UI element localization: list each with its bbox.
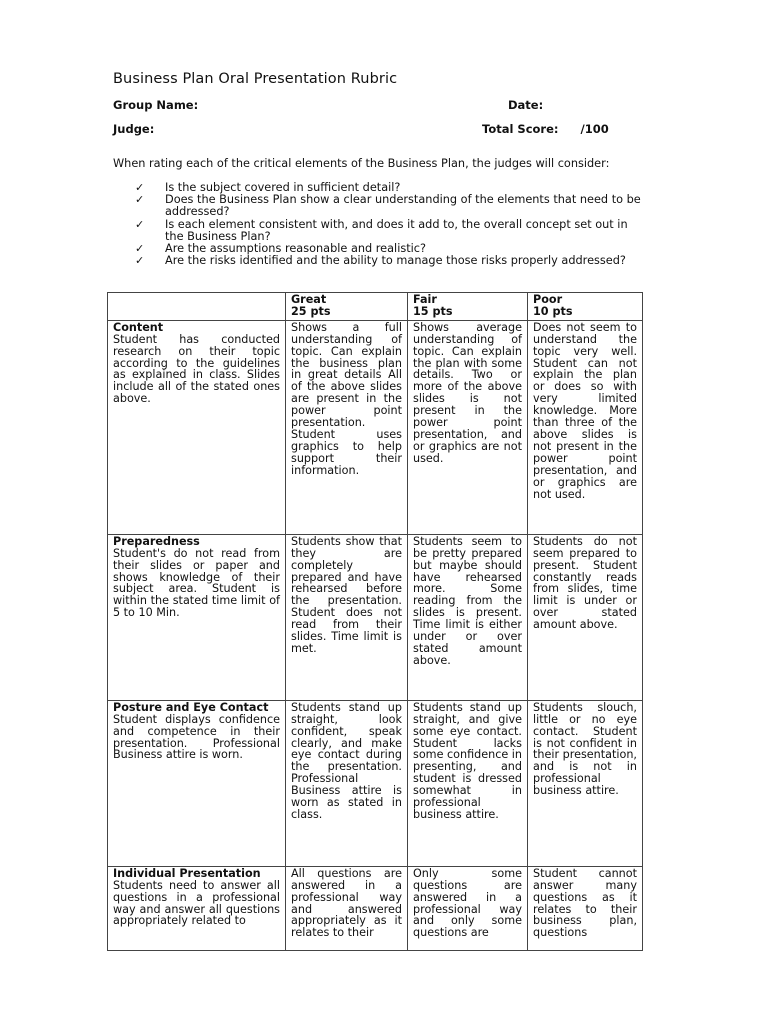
checkmark-icon: ✓ bbox=[135, 254, 145, 268]
rubric-table bbox=[107, 292, 643, 951]
criterion-description: Student displays confidence and competence in their presentation. Professional Business attire is worn. bbox=[113, 712, 280, 762]
fair-cell: Students stand up straight, and give some eye contact. Student lacks some confidence in presenting, and student is dressed somewhat in professional business attire. bbox=[408, 700, 528, 866]
poor-cell: Students slouch, little or no eye contact. Student is not confident in their presentation, and is not in professional business attire. bbox=[528, 700, 643, 866]
total-score bbox=[482, 122, 609, 136]
consideration-checklist bbox=[135, 182, 645, 267]
table-row bbox=[108, 320, 643, 534]
header-level-name: Poor bbox=[533, 293, 563, 306]
fair-cell: Students seem to be pretty prepared but maybe should have rehearsed more. Some reading from the slides is present. Time limit is either under or over stated amount above. bbox=[408, 534, 528, 700]
checklist-item-text: Does the Business Plan show a clear understanding of the elements that need to be addressed? bbox=[165, 193, 641, 219]
fair-cell: Only some questions are answered in a professional way and only some questions are bbox=[408, 866, 528, 950]
criterion-cell bbox=[108, 320, 286, 534]
header-cell-great bbox=[286, 293, 408, 321]
group-name-label: Group Name: bbox=[113, 98, 199, 112]
checklist-item-text: Is each element consistent with, and does it add to, the overall concept set out in the Business Plan? bbox=[165, 217, 628, 243]
header-level-name: Great bbox=[291, 293, 327, 306]
checklist-item bbox=[135, 194, 645, 218]
document-title: Business Plan Oral Presentation Rubric bbox=[113, 71, 398, 87]
great-cell: Students show that they are completely prepared and have rehearsed before the presentation. Student does not read from their slides. Time limit is met. bbox=[286, 534, 408, 700]
table-row bbox=[108, 866, 643, 950]
criterion-cell bbox=[108, 534, 286, 700]
table-row bbox=[108, 700, 643, 866]
header-level-name: Fair bbox=[413, 293, 437, 306]
criterion-description: Student's do not read from their slides or paper and shows knowledge of their subject area. Student is within the stated time limit of 5 to 10 Min. bbox=[113, 546, 280, 620]
fair-cell: Shows average understanding of topic. Can explain the plan with some details. Two or more of the above slides is not present in the power point presentation, and or graphics are not used. bbox=[408, 320, 528, 534]
total-score-label: Total Score: bbox=[482, 122, 559, 136]
header-cell-poor bbox=[528, 293, 643, 321]
date-label: Date: bbox=[508, 98, 544, 112]
checkmark-icon: ✓ bbox=[135, 181, 145, 194]
checkmark-icon: ✓ bbox=[135, 242, 145, 256]
checklist-item bbox=[135, 255, 645, 267]
checkmark-icon: ✓ bbox=[135, 193, 145, 207]
header-level-points: 10 pts bbox=[533, 304, 573, 318]
criterion-title: Posture and Eye Contact bbox=[113, 700, 269, 714]
checklist-item-text: Is the subject covered in sufficient detail? bbox=[165, 181, 401, 194]
poor-cell: Student cannot answer many questions as it relates to their business plan, questions bbox=[528, 866, 643, 950]
checklist-item bbox=[135, 219, 645, 243]
poor-cell: Students do not seem prepared to present. Student constantly reads from slides, time limit is under or over stated amount above. bbox=[528, 534, 643, 700]
great-cell: Students stand up straight, look confident, speak clearly, and make eye contact during the presentation. Professional Business attire is worn as stated in class. bbox=[286, 700, 408, 866]
intro-text: When rating each of the critical elements of the Business Plan, the judges will consider: bbox=[113, 157, 610, 170]
criterion-description: Students need to answer all questions in a professional way and answer all questions appropriately related to bbox=[113, 878, 280, 928]
header-level-points: 25 pts bbox=[291, 304, 331, 318]
poor-cell: Does not seem to understand the topic very well. Student can not explain the plan or does so with very limited knowledge. More than three of the above slides is not present in the power point presentation, and or graphics are not used. bbox=[528, 320, 643, 534]
header-level-points: 15 pts bbox=[413, 304, 453, 318]
criterion-cell bbox=[108, 866, 286, 950]
criterion-title: Preparedness bbox=[113, 534, 200, 548]
judge-label: Judge: bbox=[113, 122, 155, 136]
criterion-description: Student has conducted research on their topic according to the guidelines as explained in class. Slides include all of the stated ones above. bbox=[113, 332, 280, 406]
total-score-value: /100 bbox=[580, 122, 609, 136]
table-header-row bbox=[108, 293, 643, 321]
criterion-title: Individual Presentation bbox=[113, 866, 261, 880]
checklist-item-text: Are the risks identified and the ability to manage those risks properly addressed? bbox=[165, 254, 626, 268]
table-row bbox=[108, 534, 643, 700]
header-cell-blank bbox=[108, 293, 286, 321]
header-cell-fair bbox=[408, 293, 528, 321]
great-cell: All questions are answered in a professional way and answered appropriately as it relates to their bbox=[286, 866, 408, 950]
criterion-title: Content bbox=[113, 320, 164, 334]
great-cell: Shows a full understanding of topic. Can explain the business plan in great details All of the above slides are present in the power point presentation. Student uses graphics to help support their information. bbox=[286, 320, 408, 534]
checkmark-icon: ✓ bbox=[135, 217, 145, 231]
criterion-cell bbox=[108, 700, 286, 866]
checklist-item-text: Are the assumptions reasonable and realistic? bbox=[165, 242, 426, 256]
